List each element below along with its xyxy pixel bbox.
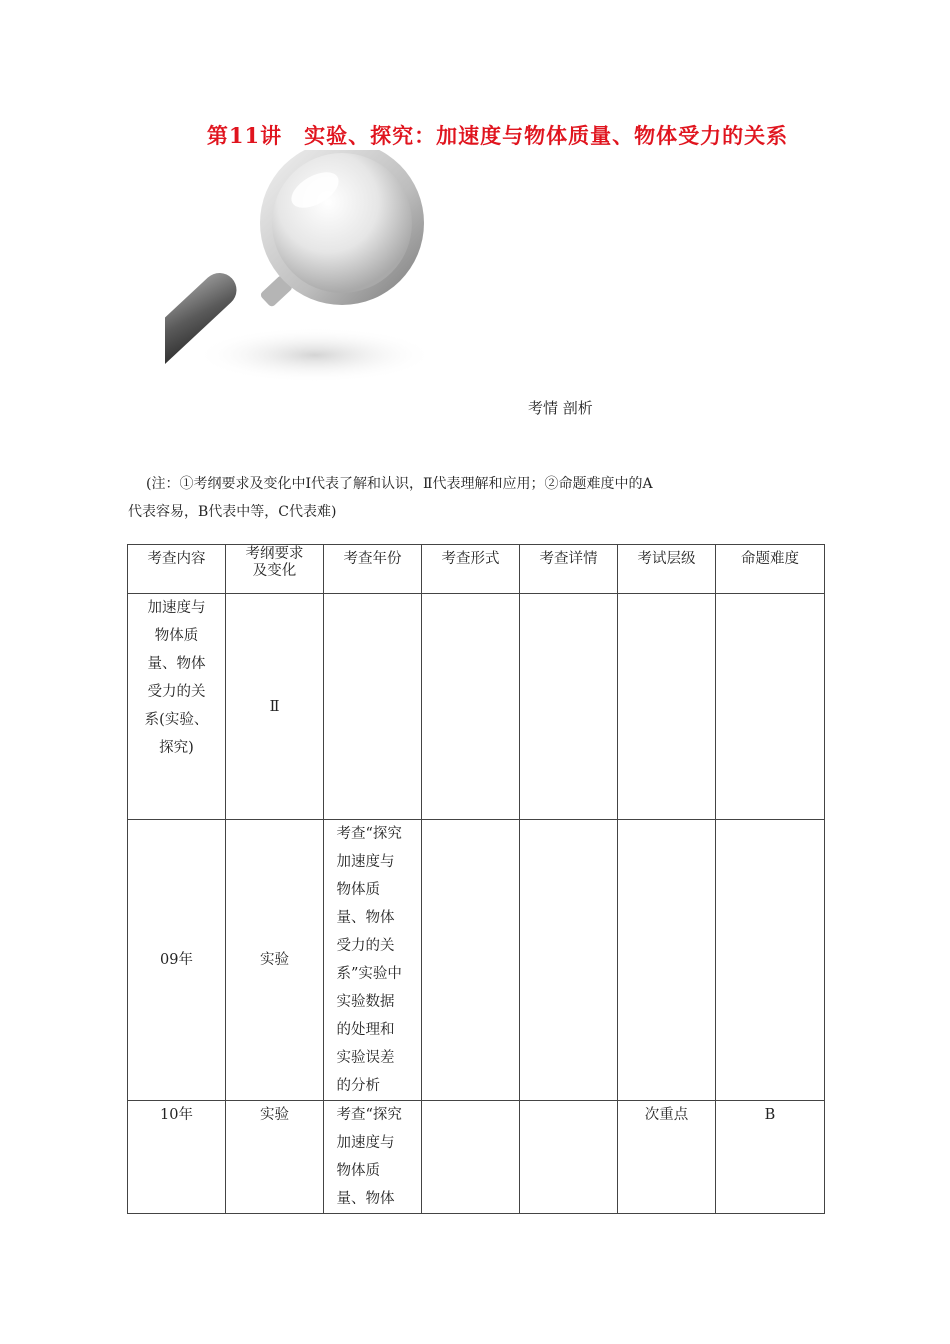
table-cell: [324, 1101, 422, 1214]
note-paragraph: [128, 470, 828, 526]
cell-text: 考查“探究加速度与物体质量、物体: [336, 1107, 402, 1207]
table-cell: 10年: [128, 1101, 226, 1214]
table-cell: 实验: [226, 1101, 324, 1214]
table-header-row: [128, 545, 825, 594]
table-cell: [422, 594, 520, 820]
table-cell: [128, 594, 226, 820]
page-title: 第11讲 实验、探究：加速度与物体质量、物体受力的关系: [206, 123, 789, 148]
table-cell: [716, 820, 825, 1101]
table-cell: [324, 594, 422, 820]
header-cell-text: 考纲要求及变化: [245, 546, 304, 579]
table-cell: [520, 1101, 618, 1214]
header-cell: 考查内容: [128, 545, 226, 594]
table-cell: [520, 594, 618, 820]
header-cell: 考查详情: [520, 545, 618, 594]
table-cell: [716, 594, 825, 820]
table-cell: [422, 820, 520, 1101]
header-cell: 考查形式: [422, 545, 520, 594]
table-cell: 实验: [226, 820, 324, 1101]
table-cell: Ⅱ: [226, 594, 324, 820]
table-row: [128, 594, 825, 820]
header-cell: 考试层级: [618, 545, 716, 594]
exam-analysis-table: [127, 544, 825, 1214]
table-cell: 09年: [128, 820, 226, 1101]
note-line-2: 代表容易，B代表中等，C代表难): [128, 504, 337, 520]
magnifying-glass-icon: [165, 150, 435, 395]
table-cell: [618, 594, 716, 820]
table-cell: [422, 1101, 520, 1214]
table-row: [128, 820, 825, 1101]
table-cell: [324, 820, 422, 1101]
cell-text: 考查“探究加速度与物体质量、物体受力的关系”实验中实验数据的处理和实验误差的分析: [336, 826, 402, 1094]
header-cell: [226, 545, 324, 594]
note-line-1: (注：①考纲要求及变化中Ⅰ代表了解和认识，Ⅱ代表理解和应用；②命题难度中的A: [146, 476, 653, 492]
table-cell: 次重点: [618, 1101, 716, 1214]
table-cell: [618, 820, 716, 1101]
header-cell: 考查年份: [324, 545, 422, 594]
section-subhead: 考情 剖析: [528, 399, 593, 417]
header-cell: 命题难度: [716, 545, 825, 594]
table-cell: B: [716, 1101, 825, 1214]
table-row: [128, 1101, 825, 1214]
table-cell: [520, 820, 618, 1101]
cell-text: 加速度与物体质量、物体受力的关系(实验、探究): [144, 600, 209, 756]
